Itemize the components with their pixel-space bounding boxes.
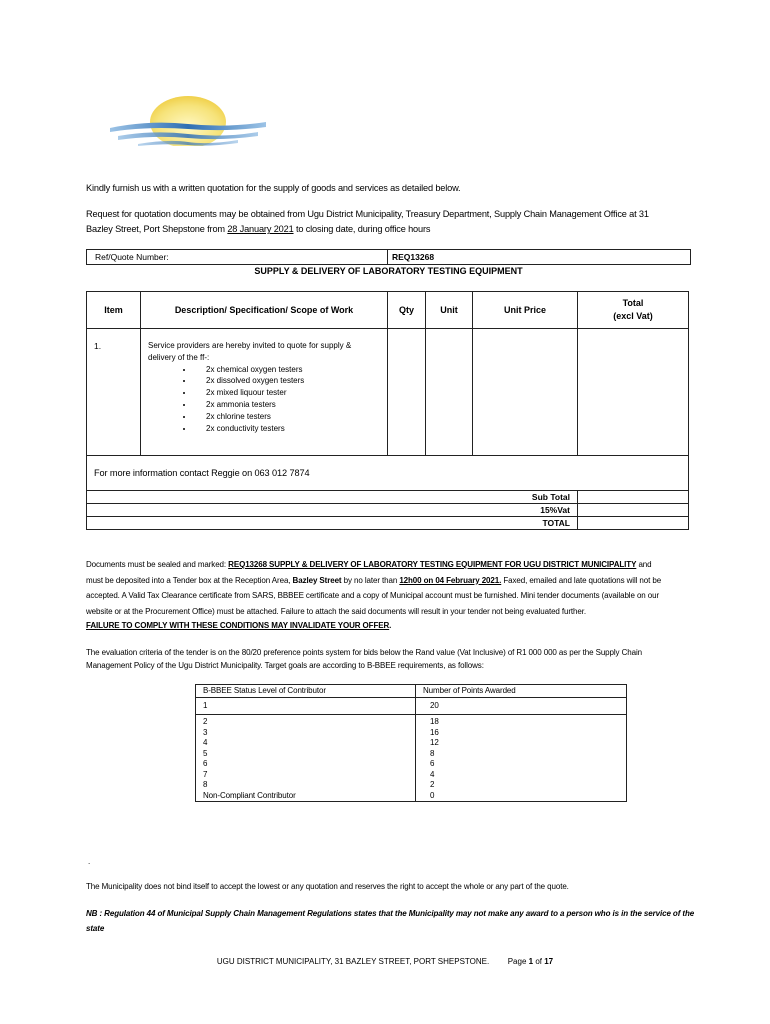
bbbee-level: 4	[203, 738, 208, 747]
ref-table	[86, 249, 691, 265]
header-total-line-2: (excl Vat)	[613, 311, 653, 321]
bbbee-level: 8	[203, 780, 208, 789]
row-price-cell	[473, 329, 578, 456]
footer-page-number: 1	[528, 957, 534, 966]
quote-table	[86, 291, 689, 530]
bbbee-table	[195, 684, 627, 802]
bbbee-points: 4	[430, 769, 435, 779]
failure-text: FAILURE TO COMPLY WITH THESE CONDITIONS MAY INVALIDATE YOUR OFFER	[86, 621, 390, 630]
row-unit-cell	[426, 329, 473, 456]
subtotal-value	[578, 491, 689, 504]
equipment-list	[148, 364, 387, 435]
bbbee-points: 18	[430, 717, 439, 726]
intro-line-3-pre: Bazley Street, Port Shepstone from	[86, 224, 225, 234]
documents-line-2-a: must be deposited into a Tender box at the Reception Area,	[86, 575, 291, 585]
documents-marking: REQ13268 SUPPLY & DELIVERY OF LABORATORY TESTING EQUIPMENT FOR UGU DISTRICT MUNICIPALITY	[228, 560, 637, 569]
header-description: Description/ Specification/ Scope of Work	[141, 292, 388, 329]
municipality-note: The Municipality does not bind itself to accept the lowest or any quotation and reserves the right to accept the whole or any part of the quote.	[86, 882, 569, 891]
bbbee-level: 5	[203, 748, 208, 758]
list-item: • 2x chlorine testers	[194, 411, 387, 423]
bbbee-levels	[196, 715, 416, 802]
bbbee-col-level: B-BBEE Status Level of Contributor	[196, 685, 416, 698]
row-intro-2: delivery of the ff-:	[148, 352, 210, 362]
intro-line-1: Kindly furnish us with a written quotation for the supply of goods and services as detailed below.	[86, 183, 461, 193]
bbbee-level: 2	[203, 717, 208, 726]
documents-paragraph	[86, 557, 726, 619]
header-unit: Unit	[426, 292, 473, 329]
footer-page-total: 17	[544, 957, 554, 966]
documents-line-2-c: by no later than	[343, 575, 398, 585]
nb-line-2: state	[86, 924, 105, 933]
list-item: • 2x ammonia testers	[194, 399, 387, 411]
documents-line-1	[86, 557, 726, 573]
sun-over-waves-logo-icon	[108, 94, 268, 146]
row-description	[141, 329, 388, 456]
documents-line-4: website or at the Procurement Office) must be attached. Failure to attach the said documents will result in your tender not being evaluated further.	[86, 606, 586, 616]
vat-value	[578, 504, 689, 517]
ref-value: REQ13268	[388, 250, 691, 265]
bbbee-col-points: Number of Points Awarded	[416, 685, 627, 698]
bbbee-points: 2	[430, 780, 435, 789]
bbbee-level: Non-Compliant Contributor	[203, 790, 296, 800]
evaluation-line-1: The evaluation criteria of the tender is on the 80/20 preference points system for bids below the Rand value (Vat Inclusive) of R1 000 000 as per the Supply Chain	[86, 648, 642, 657]
bbbee-points-list	[416, 715, 627, 802]
row-intro-1: Service providers are hereby invited to quote for supply &	[148, 341, 352, 350]
bbbee-level: 7	[203, 769, 208, 779]
row-qty-cell	[388, 329, 426, 456]
header-total-line-1: Total	[622, 298, 644, 308]
header-unit-price: Unit Price	[473, 292, 578, 329]
intro-line-3	[86, 221, 430, 238]
footer-of-word: of	[535, 957, 542, 966]
municipality-logo	[108, 94, 268, 146]
nb-note	[86, 906, 736, 936]
documents-line-3: accepted. A Valid Tax Clearance certificate from SARS, BBBEE certificate and a copy of Municipal account must be furnished. Mini tender documents (available on our	[86, 591, 660, 600]
row-total-cell	[578, 329, 689, 456]
total-value	[578, 517, 689, 530]
documents-street: Bazley Street	[292, 575, 342, 585]
bbbee-points: 8	[430, 748, 435, 758]
stray-dot: .	[88, 857, 91, 866]
bbbee-level: 3	[203, 727, 208, 737]
documents-line-2-e: Faxed, emailed and late quotations will not be	[503, 575, 662, 585]
footer-page-word: Page	[507, 957, 527, 966]
bbbee-level: 1	[196, 698, 416, 715]
list-item: • 2x chemical oxygen testers	[194, 364, 387, 376]
documents-line-1-c: and	[638, 560, 652, 569]
subtotal-label: Sub Total	[87, 491, 578, 504]
intro-line-2: Request for quotation documents may be obtained from Ugu District Municipality, Treasury Department, Supply Chain Management Office at 31	[86, 209, 649, 219]
header-item: Item	[87, 292, 141, 329]
evaluation-paragraph	[86, 646, 726, 672]
row-item-number: 1.	[87, 329, 141, 456]
list-item: • 2x conductivity testers	[194, 423, 387, 435]
bbbee-points: 16	[430, 727, 439, 737]
list-item: • 2x mixed liquour tester	[194, 387, 387, 399]
list-item: • 2x dissolved oxygen testers	[194, 375, 387, 387]
intro-date: 28 January 2021	[227, 224, 294, 234]
failure-dot: .	[389, 621, 392, 630]
page-footer	[0, 957, 770, 966]
documents-line-1-a: Documents must be sealed and marked:	[86, 560, 227, 569]
bbbee-points: 0	[430, 790, 435, 800]
header-total	[578, 292, 689, 329]
footer-address: UGU DISTRICT MUNICIPALITY, 31 BAZLEY STREET, PORT SHEPSTONE.	[216, 957, 490, 966]
total-label: TOTAL	[87, 517, 578, 530]
nb-line-1: NB : Regulation 44 of Municipal Supply Chain Management Regulations states that the Municipality may not make any award to a person who is in the service of the	[86, 909, 695, 918]
bbbee-points: 6	[430, 759, 435, 768]
ref-label: Ref/Quote Number:	[87, 250, 388, 265]
intro-line-3-post: to closing date, during office hours	[295, 224, 431, 234]
table-row	[196, 715, 627, 802]
bbbee-points: 12	[430, 738, 439, 747]
evaluation-line-2: Management Policy of the Ugu District Municipality. Target goals are according to B-BBEE requirements, as follows:	[86, 661, 484, 670]
bbbee-points: 20	[416, 698, 627, 715]
req-title: SUPPLY & DELIVERY OF LABORATORY TESTING EQUIPMENT	[254, 266, 523, 276]
contact-info: For more information contact Reggie on 063 012 7874	[87, 456, 689, 491]
header-qty: Qty	[388, 292, 426, 329]
documents-deadline: 12h00 on 04 February 2021.	[399, 575, 502, 585]
vat-label: 15%Vat	[87, 504, 578, 517]
failure-warning	[86, 621, 391, 630]
documents-line-2	[86, 573, 726, 589]
bbbee-level: 6	[203, 759, 208, 768]
